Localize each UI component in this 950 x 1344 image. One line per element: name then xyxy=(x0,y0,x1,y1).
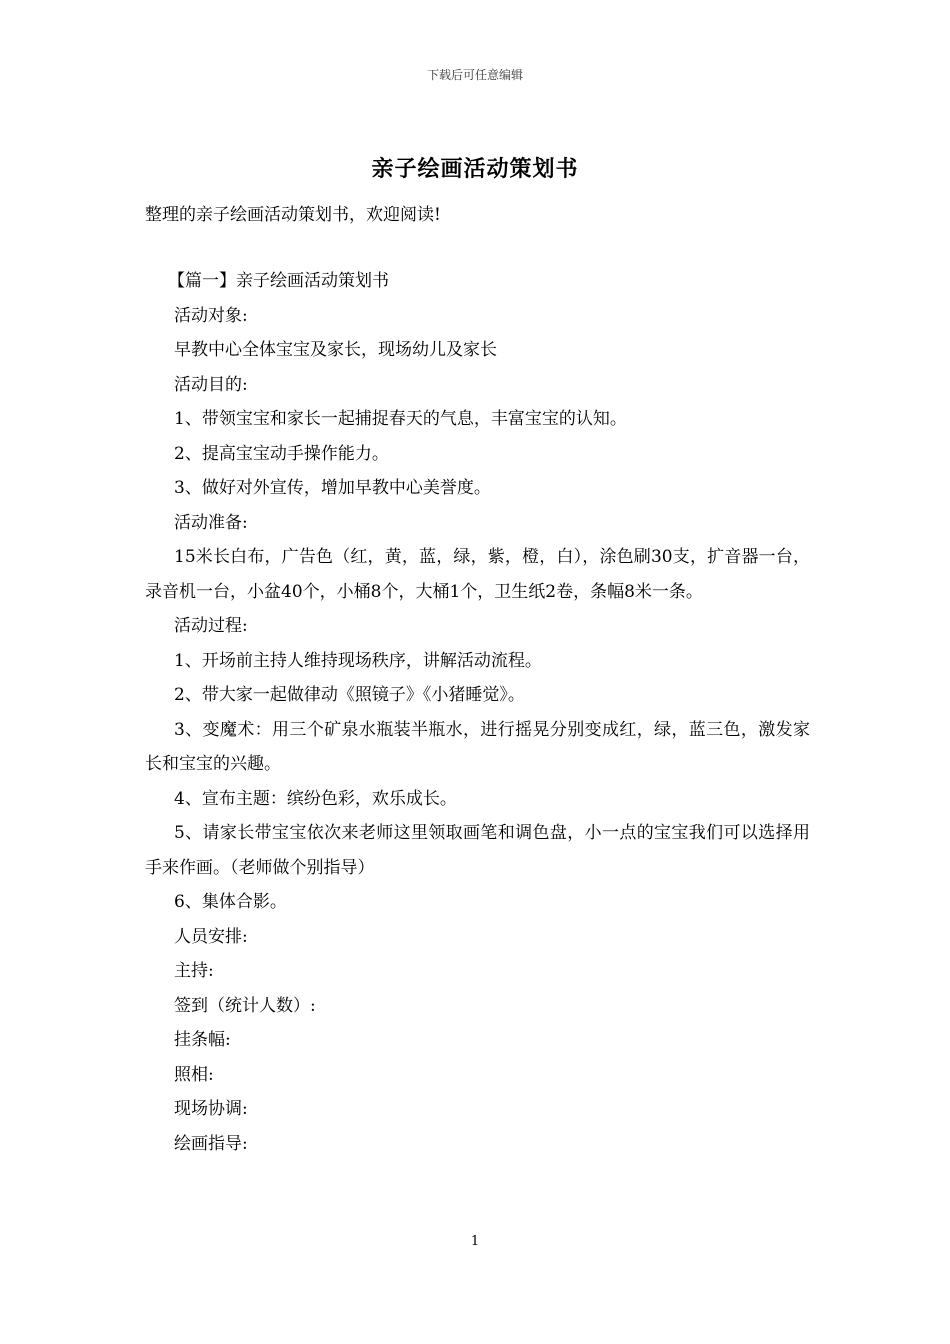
paragraph: 3、做好对外宣传，增加早教中心美誉度。 xyxy=(174,478,491,498)
paragraph: 绘画指导: xyxy=(174,1133,248,1154)
paragraph: 1、开场前主持人维持现场秩序，讲解活动流程。 xyxy=(174,650,542,671)
paragraph: 1、带领宝宝和家长一起捕捉春天的气息，丰富宝宝的认知。 xyxy=(174,409,627,429)
paragraph: 早教中心全体宝宝及家长，现场幼儿及家长 xyxy=(174,340,497,360)
document-body xyxy=(145,264,810,1161)
document-title: 亲子绘画活动策划书 xyxy=(371,156,579,182)
paragraph: 4、宣布主题：缤纷色彩，欢乐成长。 xyxy=(174,788,457,809)
paragraph: 现场协调: xyxy=(174,1099,248,1119)
paragraph: 活动对象: xyxy=(174,305,248,326)
paragraph: 15米长白布，广告色（红，黄，蓝，绿，紫，橙，白），涂色刷30支，扩音器一台，录音机一台，小盆40个，小桶8个，大桶1个，卫生纸2卷，条幅8米一条。 xyxy=(145,547,810,602)
paragraph: 2、带大家一起做律动《照镜子》《小猪睡觉》。 xyxy=(174,685,525,705)
paragraph: 活动准备: xyxy=(174,512,248,533)
paragraph: 5、请家长带宝宝依次来老师这里领取画笔和调色盘，小一点的宝宝我们可以选择用手来作画。（老师做个别指导） xyxy=(145,823,810,878)
intro-text: 整理的亲子绘画活动策划书，欢迎阅读! xyxy=(145,205,441,225)
header-note: 下载后可任意编辑 xyxy=(426,68,523,82)
paragraph: 照相: xyxy=(174,1064,214,1085)
page-number: 1 xyxy=(470,1234,480,1249)
paragraph: 人员安排: xyxy=(174,926,248,947)
section-heading: 【篇一】亲子绘画活动策划书 xyxy=(168,271,389,291)
paragraph: 主持: xyxy=(174,961,214,981)
paragraph: 2、提高宝宝动手操作能力。 xyxy=(174,443,389,464)
paragraph: 活动过程: xyxy=(174,616,248,636)
paragraph: 活动目的: xyxy=(174,374,248,395)
paragraph: 签到（统计人数）: xyxy=(174,995,316,1016)
paragraph: 3、变魔术：用三个矿泉水瓶装半瓶水，进行摇晃分别变成红，绿，蓝三色，激发家长和宝宝的兴趣。 xyxy=(145,719,810,774)
paragraph: 6、集体合影。 xyxy=(174,892,287,912)
paragraph: 挂条幅: xyxy=(174,1030,231,1050)
